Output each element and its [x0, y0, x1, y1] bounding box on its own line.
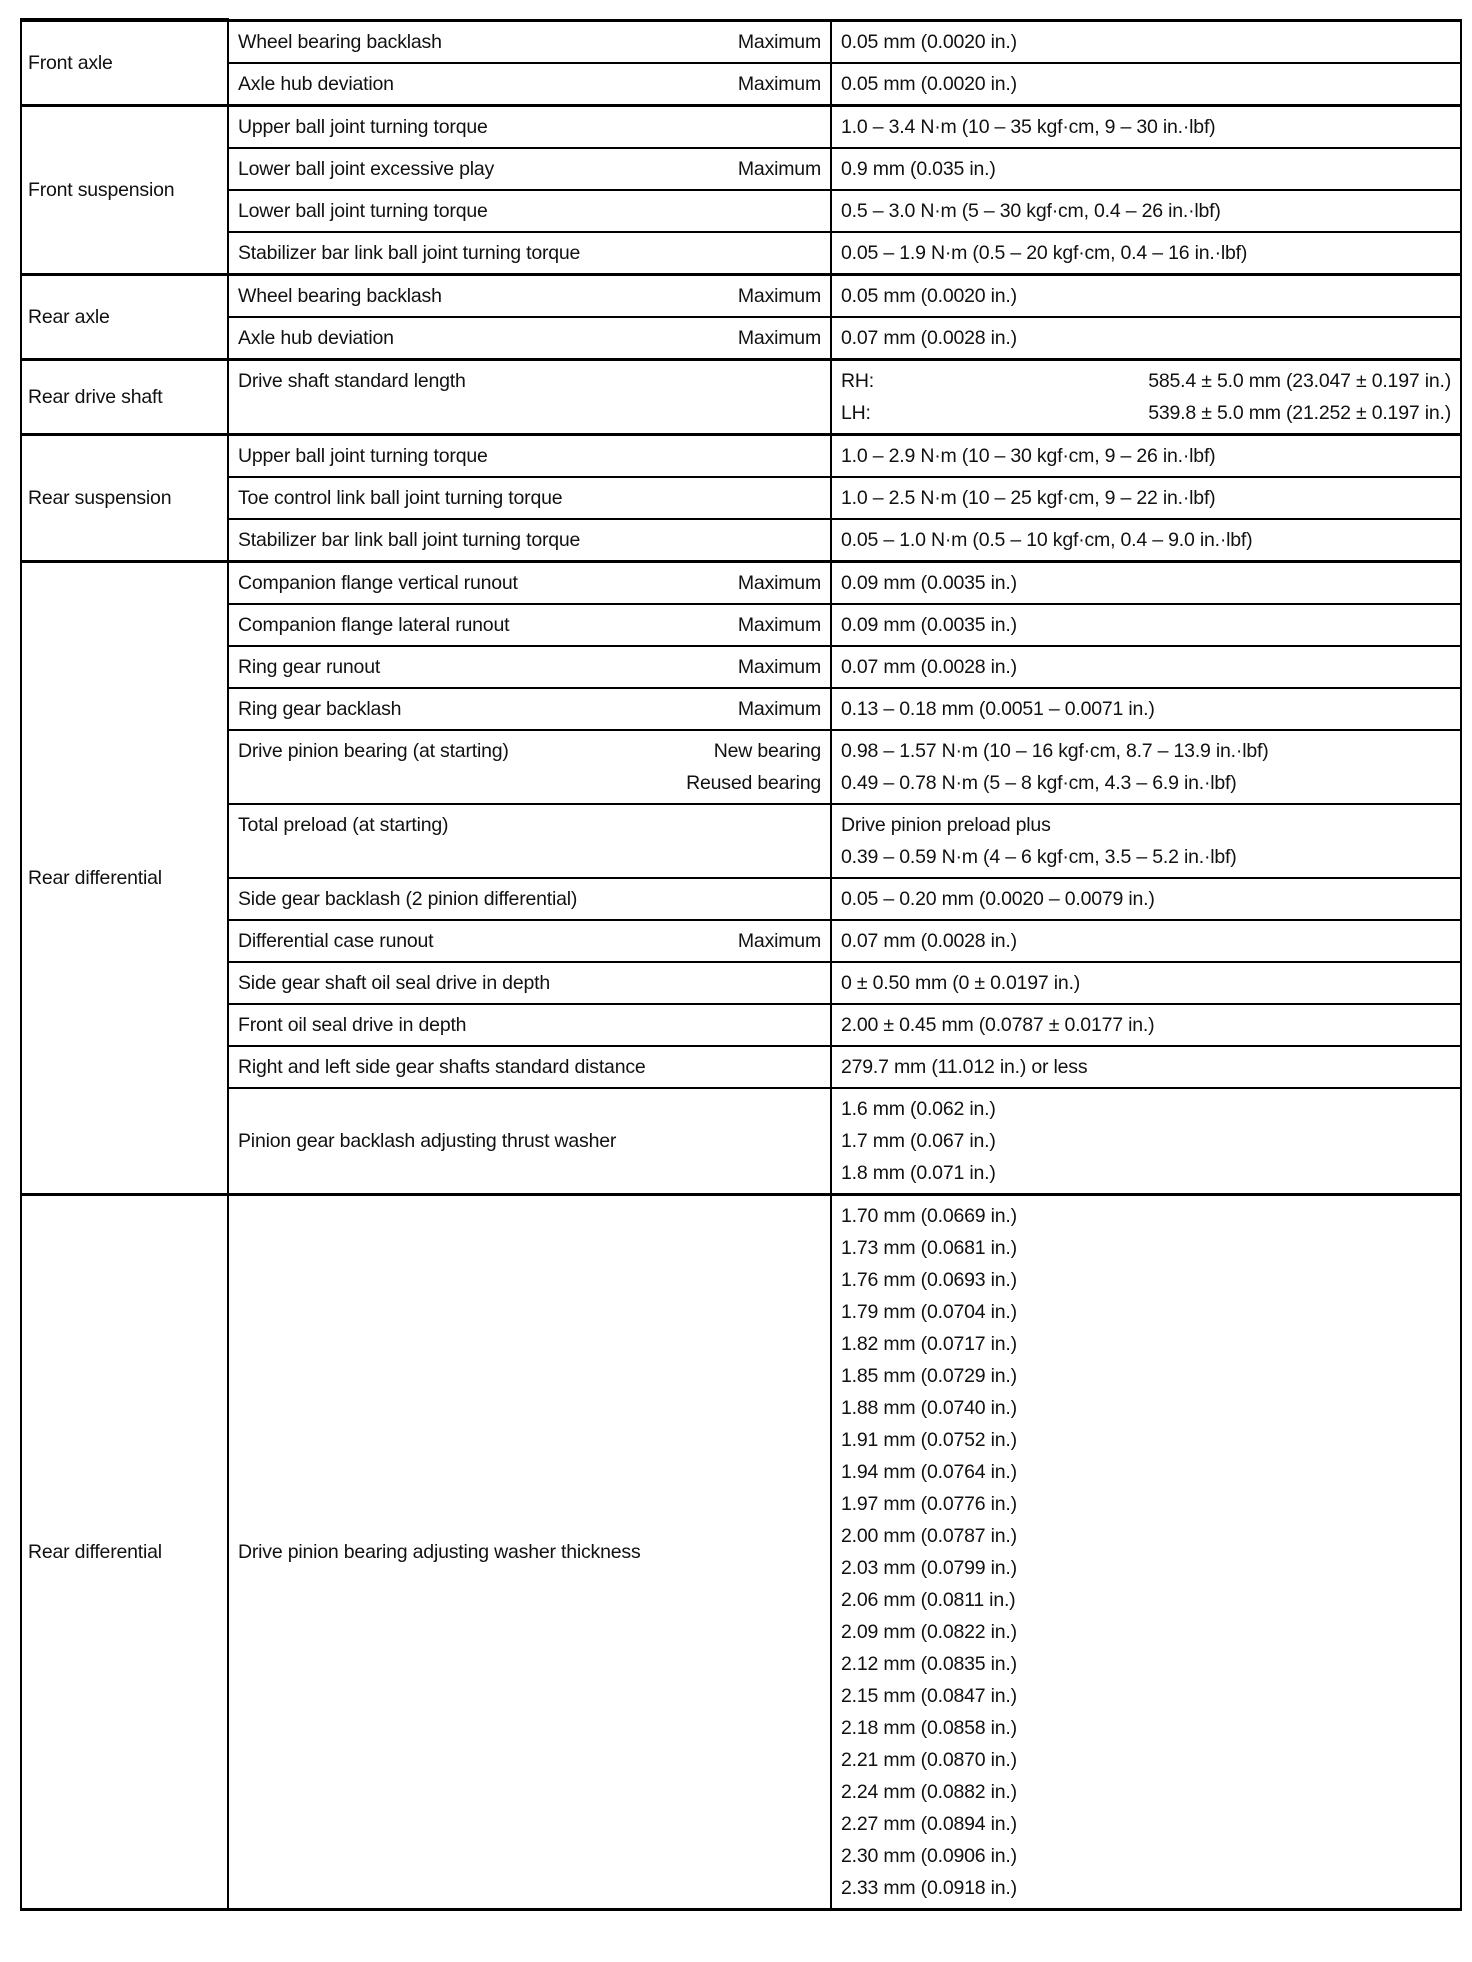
- value-line: 1.0 – 2.9 N·m (10 – 30 kgf·cm, 9 – 26 in.·lbf): [841, 444, 1216, 467]
- item-cell: [228, 730, 831, 804]
- table-row: [21, 20, 1461, 63]
- value-cell: [831, 561, 1461, 604]
- value-line: 0.07 mm (0.0028 in.): [841, 326, 1017, 349]
- item-wrap: [238, 111, 821, 143]
- group-label: Rear differential: [21, 561, 228, 1194]
- item-label: Front oil seal drive in depth: [238, 1013, 467, 1036]
- value-line: 1.8 mm (0.071 in.): [841, 1161, 996, 1184]
- item-cell: [228, 1194, 831, 1909]
- value-line: 0.07 mm (0.0028 in.): [841, 655, 1017, 678]
- table-row: [21, 359, 1461, 434]
- qualifier-label: New bearing: [713, 739, 821, 762]
- item-label: Toe control link ball joint turning torque: [238, 486, 563, 509]
- item-label: Lower ball joint turning torque: [238, 199, 488, 222]
- value-line: 1.82 mm (0.0717 in.): [841, 1332, 1017, 1355]
- table-row: [21, 878, 1461, 920]
- item-wrap: [238, 280, 821, 312]
- table-row: [21, 604, 1461, 646]
- item-wrap: [238, 925, 821, 957]
- value-line: 1.0 – 3.4 N·m (10 – 35 kgf·cm, 9 – 30 in.·lbf): [841, 115, 1216, 138]
- item-cell: [228, 359, 831, 434]
- table-row: [21, 804, 1461, 878]
- value-cell: [831, 962, 1461, 1004]
- item-label: Drive pinion bearing adjusting washer thickness: [238, 1540, 641, 1563]
- item-wrap: [238, 195, 821, 227]
- side-value-line: [841, 397, 1451, 429]
- item-cell: [228, 646, 831, 688]
- table-row: [21, 63, 1461, 106]
- value-line: 2.09 mm (0.0822 in.): [841, 1620, 1017, 1643]
- qualifier-label: Maximum: [737, 326, 821, 349]
- table-row: [21, 477, 1461, 519]
- item-label: Pinion gear backlash adjusting thrust washer: [238, 1129, 617, 1152]
- value-line: 2.24 mm (0.0882 in.): [841, 1780, 1017, 1803]
- item-label: Companion flange vertical runout: [238, 571, 518, 594]
- item-cell: [228, 232, 831, 275]
- value-line: 1.0 – 2.5 N·m (10 – 25 kgf·cm, 9 – 22 in.·lbf): [841, 486, 1216, 509]
- item-wrap: [238, 1536, 821, 1568]
- value-line: 2.15 mm (0.0847 in.): [841, 1684, 1017, 1707]
- table-row: [21, 561, 1461, 604]
- item-label: Wheel bearing backlash: [238, 284, 442, 307]
- table-row: [21, 1046, 1461, 1088]
- value-cell: [831, 519, 1461, 562]
- item-cell: [228, 190, 831, 232]
- item-cell: [228, 962, 831, 1004]
- group-label: Front suspension: [21, 105, 228, 274]
- item-wrap: [238, 365, 821, 397]
- item-cell: [228, 804, 831, 878]
- item-cell: [228, 434, 831, 477]
- item-wrap: [238, 440, 821, 472]
- value-line: 1.7 mm (0.067 in.): [841, 1129, 996, 1152]
- value-cell: [831, 232, 1461, 275]
- value-cell: [831, 1046, 1461, 1088]
- value-line: 0.05 mm (0.0020 in.): [841, 72, 1017, 95]
- table-row: [21, 190, 1461, 232]
- item-cell: [228, 105, 831, 148]
- item-wrap: [238, 482, 821, 514]
- value-line: 0.09 mm (0.0035 in.): [841, 571, 1017, 594]
- qualifier-label: Maximum: [737, 571, 821, 594]
- item-label: Drive pinion bearing (at starting): [238, 739, 509, 762]
- value-line: 1.73 mm (0.0681 in.): [841, 1236, 1017, 1259]
- qualifier-label: Maximum: [737, 284, 821, 307]
- item-cell: [228, 920, 831, 962]
- side-value: 539.8 ± 5.0 mm (21.252 ± 0.197 in.): [1148, 401, 1451, 424]
- item-wrap: [238, 1051, 821, 1083]
- table-row: [21, 688, 1461, 730]
- value-cell: [831, 878, 1461, 920]
- value-line: 0.05 – 1.0 N·m (0.5 – 10 kgf·cm, 0.4 – 9.0 in.·lbf): [841, 528, 1253, 551]
- item-wrap: [238, 609, 821, 641]
- table-row: [21, 434, 1461, 477]
- value-cell: [831, 604, 1461, 646]
- item-wrap: [238, 153, 821, 185]
- item-wrap: [238, 883, 821, 915]
- table-row: [21, 1194, 1461, 1909]
- value-line: 1.79 mm (0.0704 in.): [841, 1300, 1017, 1323]
- item-label: Side gear shaft oil seal drive in depth: [238, 971, 550, 994]
- value-line: 1.85 mm (0.0729 in.): [841, 1364, 1017, 1387]
- table-row: [21, 148, 1461, 190]
- table-row: [21, 646, 1461, 688]
- side-value-line: [841, 365, 1451, 397]
- value-cell: [831, 434, 1461, 477]
- item-wrap: [238, 322, 821, 354]
- item-label: Axle hub deviation: [238, 72, 394, 95]
- qualifier-label: Maximum: [737, 30, 821, 53]
- qualifier-list: [686, 735, 821, 799]
- item-cell: [228, 63, 831, 106]
- value-line: 1.94 mm (0.0764 in.): [841, 1460, 1017, 1483]
- table-row: [21, 317, 1461, 360]
- item-wrap: [238, 68, 821, 100]
- value-cell: [831, 804, 1461, 878]
- item-cell: [228, 561, 831, 604]
- side-value: 585.4 ± 5.0 mm (23.047 ± 0.197 in.): [1148, 369, 1451, 392]
- value-line: 1.6 mm (0.062 in.): [841, 1097, 996, 1120]
- table-row: [21, 962, 1461, 1004]
- item-label: Stabilizer bar link ball joint turning torque: [238, 241, 581, 264]
- item-cell: [228, 1004, 831, 1046]
- item-cell: [228, 477, 831, 519]
- value-line: 2.06 mm (0.0811 in.): [841, 1588, 1016, 1611]
- value-line: 0.09 mm (0.0035 in.): [841, 613, 1017, 636]
- group-label: Rear drive shaft: [21, 359, 228, 434]
- value-line: 0.07 mm (0.0028 in.): [841, 929, 1017, 952]
- side-label: RH:: [841, 369, 874, 392]
- item-label: Stabilizer bar link ball joint turning torque: [238, 528, 581, 551]
- value-line: 2.21 mm (0.0870 in.): [841, 1748, 1017, 1771]
- value-line: 0.9 mm (0.035 in.): [841, 157, 996, 180]
- table-row: [21, 274, 1461, 317]
- item-label: Right and left side gear shafts standard distance: [238, 1055, 646, 1078]
- item-cell: [228, 1088, 831, 1195]
- qualifier-label: Maximum: [737, 72, 821, 95]
- item-label: Lower ball joint excessive play: [238, 157, 495, 180]
- value-cell: [831, 477, 1461, 519]
- item-cell: [228, 688, 831, 730]
- item-wrap: [238, 567, 821, 599]
- value-cell: [831, 20, 1461, 63]
- value-line: 1.70 mm (0.0669 in.): [841, 1204, 1017, 1227]
- item-cell: [228, 20, 831, 63]
- item-cell: [228, 274, 831, 317]
- value-line: 0.05 – 1.9 N·m (0.5 – 20 kgf·cm, 0.4 – 16 in.·lbf): [841, 241, 1248, 264]
- value-line: 0.05 mm (0.0020 in.): [841, 30, 1017, 53]
- item-label: Wheel bearing backlash: [238, 30, 442, 53]
- value-line: 0.5 – 3.0 N·m (5 – 30 kgf·cm, 0.4 – 26 in.·lbf): [841, 199, 1221, 222]
- value-line: 1.91 mm (0.0752 in.): [841, 1428, 1017, 1451]
- table-row: [21, 105, 1461, 148]
- item-wrap: [238, 735, 821, 799]
- qualifier-label: Reused bearing: [686, 771, 821, 794]
- value-line: 2.12 mm (0.0835 in.): [841, 1652, 1017, 1675]
- item-wrap: [238, 26, 821, 58]
- value-cell: [831, 63, 1461, 106]
- value-line: 279.7 mm (11.012 in.) or less: [841, 1055, 1088, 1078]
- value-cell: [831, 646, 1461, 688]
- qualifier-label: Maximum: [737, 929, 821, 952]
- value-line: 1.76 mm (0.0693 in.): [841, 1268, 1017, 1291]
- group-label: Rear suspension: [21, 434, 228, 561]
- value-line: 2.18 mm (0.0858 in.): [841, 1716, 1017, 1739]
- item-cell: [228, 519, 831, 562]
- table-row: [21, 920, 1461, 962]
- table-row: [21, 519, 1461, 562]
- table-row: [21, 730, 1461, 804]
- value-line: 2.03 mm (0.0799 in.): [841, 1556, 1017, 1579]
- value-line: 0.13 – 0.18 mm (0.0051 – 0.0071 in.): [841, 697, 1155, 720]
- value-line: 0.98 – 1.57 N·m (10 – 16 kgf·cm, 8.7 – 13.9 in.·lbf): [841, 739, 1269, 762]
- item-label: Upper ball joint turning torque: [238, 115, 488, 138]
- item-wrap: [238, 967, 821, 999]
- group-label: Front axle: [21, 20, 228, 105]
- value-cell: [831, 359, 1461, 434]
- item-label: Drive shaft standard length: [238, 369, 466, 392]
- value-line: 2.33 mm (0.0918 in.): [841, 1876, 1017, 1899]
- value-line: 1.88 mm (0.0740 in.): [841, 1396, 1017, 1419]
- value-cell: [831, 1088, 1461, 1195]
- value-cell: [831, 920, 1461, 962]
- value-line: 2.30 mm (0.0906 in.): [841, 1844, 1017, 1867]
- item-cell: [228, 604, 831, 646]
- qualifier-label: Maximum: [737, 157, 821, 180]
- item-label: Ring gear runout: [238, 655, 381, 678]
- item-label: Companion flange lateral runout: [238, 613, 510, 636]
- value-line: Drive pinion preload plus: [841, 813, 1051, 836]
- item-wrap: [238, 809, 821, 841]
- item-label: Upper ball joint turning torque: [238, 444, 488, 467]
- table-row: [21, 1088, 1461, 1195]
- item-label: Side gear backlash (2 pinion differential): [238, 887, 578, 910]
- value-line: 0.05 mm (0.0020 in.): [841, 284, 1017, 307]
- item-wrap: [238, 693, 821, 725]
- specifications-table-body: [21, 20, 1461, 1909]
- group-label: Rear axle: [21, 274, 228, 359]
- value-cell: [831, 190, 1461, 232]
- value-line: 2.27 mm (0.0894 in.): [841, 1812, 1017, 1835]
- value-cell: [831, 105, 1461, 148]
- qualifier-label: Maximum: [737, 697, 821, 720]
- item-label: Ring gear backlash: [238, 697, 402, 720]
- value-line: 1.97 mm (0.0776 in.): [841, 1492, 1017, 1515]
- qualifier-label: Maximum: [737, 613, 821, 636]
- item-cell: [228, 317, 831, 360]
- table-row: [21, 1004, 1461, 1046]
- specifications-table: [20, 18, 1462, 1911]
- value-cell: [831, 148, 1461, 190]
- item-label: Total preload (at starting): [238, 813, 449, 836]
- value-cell: [831, 730, 1461, 804]
- value-cell: [831, 1004, 1461, 1046]
- item-label: Differential case runout: [238, 929, 434, 952]
- group-label: Rear differential: [21, 1194, 228, 1909]
- value-line: 2.00 ± 0.45 mm (0.0787 ± 0.0177 in.): [841, 1013, 1155, 1036]
- value-cell: [831, 1194, 1461, 1909]
- value-line: 0.39 – 0.59 N·m (4 – 6 kgf·cm, 3.5 – 5.2 in.·lbf): [841, 845, 1237, 868]
- table-row: [21, 232, 1461, 275]
- value-cell: [831, 274, 1461, 317]
- value-line: 0.05 – 0.20 mm (0.0020 – 0.0079 in.): [841, 887, 1155, 910]
- value-cell: [831, 688, 1461, 730]
- value-cell: [831, 317, 1461, 360]
- item-wrap: [238, 651, 821, 683]
- item-wrap: [238, 524, 821, 556]
- value-line: 0.49 – 0.78 N·m (5 – 8 kgf·cm, 4.3 – 6.9 in.·lbf): [841, 771, 1237, 794]
- qualifier-label: Maximum: [737, 655, 821, 678]
- side-label: LH:: [841, 401, 871, 424]
- item-cell: [228, 878, 831, 920]
- item-cell: [228, 148, 831, 190]
- value-line: 2.00 mm (0.0787 in.): [841, 1524, 1017, 1547]
- item-wrap: [238, 1009, 821, 1041]
- item-cell: [228, 1046, 831, 1088]
- item-label: Axle hub deviation: [238, 326, 394, 349]
- item-wrap: [238, 1125, 821, 1157]
- value-line: 0 ± 0.50 mm (0 ± 0.0197 in.): [841, 971, 1081, 994]
- item-wrap: [238, 237, 821, 269]
